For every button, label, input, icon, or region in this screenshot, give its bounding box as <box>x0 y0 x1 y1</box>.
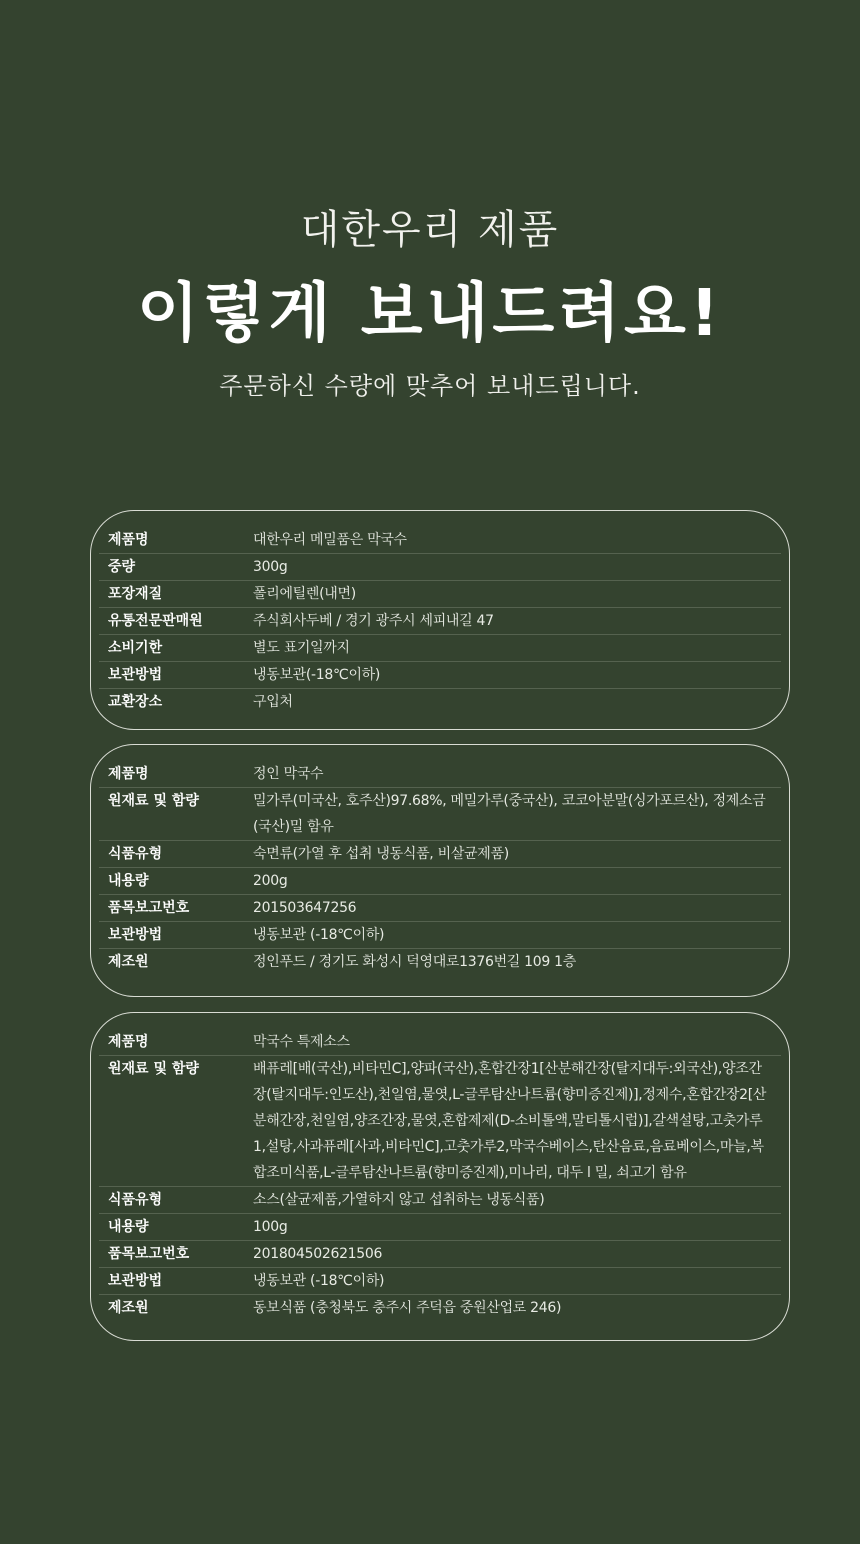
product-info-card <box>90 510 790 730</box>
table-row <box>99 608 781 635</box>
header-description: 주문하신 수량에 맞추어 보내드립니다. <box>219 372 641 400</box>
row-value: 냉동보관 (-18℃이하) <box>253 927 385 943</box>
row-value: 폴리에틸렌(내면) <box>253 586 356 602</box>
row-label: 교환장소 <box>108 694 163 710</box>
row-label: 보관방법 <box>108 927 163 943</box>
noodle-info-card <box>90 744 790 997</box>
table-row <box>99 922 781 949</box>
table-row <box>99 527 781 554</box>
info-table <box>91 761 789 975</box>
row-label: 제조원 <box>108 954 149 970</box>
row-label: 보관방법 <box>108 1273 163 1289</box>
row-label: 제조원 <box>108 1300 149 1316</box>
table-row <box>99 554 781 581</box>
row-value: 100g <box>253 1219 288 1235</box>
row-label: 품목보고번호 <box>108 1246 190 1262</box>
table-row <box>99 581 781 608</box>
header-subtitle: 대한우리 제품 <box>300 207 560 253</box>
row-label: 소비기한 <box>108 640 163 656</box>
row-value: 주식회사두베 / 경기 광주시 세피내길 47 <box>253 613 494 629</box>
row-label: 제품명 <box>108 766 149 782</box>
row-label: 품목보고번호 <box>108 900 190 916</box>
row-label: 식품유형 <box>108 846 163 862</box>
row-label: 내용량 <box>108 873 149 889</box>
row-value: 별도 표기일까지 <box>253 640 350 656</box>
table-row <box>99 662 781 689</box>
row-value: 밀가루(미국산, 호주산)97.68%, 메밀가루(중국산), 코코아분말(싱가포르산), 정제소금(국산)밀 함유 <box>253 793 766 835</box>
row-label: 식품유형 <box>108 1192 163 1208</box>
table-row <box>99 1295 781 1321</box>
table-row <box>99 788 781 841</box>
row-label: 포장재질 <box>108 586 163 602</box>
row-label: 원재료 및 함량 <box>108 793 199 809</box>
row-label: 내용량 <box>108 1219 149 1235</box>
table-row <box>99 1241 781 1268</box>
table-row <box>99 841 781 868</box>
table-row <box>99 1214 781 1241</box>
row-value: 막국수 특제소스 <box>253 1034 350 1050</box>
header-title: 이렇게 보내드려요! <box>136 277 724 351</box>
row-value: 201804502621506 <box>253 1246 383 1262</box>
table-row <box>99 895 781 922</box>
row-label: 제품명 <box>108 532 149 548</box>
info-table <box>91 1029 789 1321</box>
table-row <box>99 1268 781 1295</box>
row-value: 냉동보관 (-18℃이하) <box>253 1273 385 1289</box>
row-value: 구입처 <box>253 694 293 710</box>
sauce-info-card <box>90 1012 790 1341</box>
row-label: 중량 <box>108 559 136 575</box>
table-row <box>99 1029 781 1056</box>
row-label: 보관방법 <box>108 667 163 683</box>
row-value: 숙면류(가열 후 섭취 냉동식품, 비살균제품) <box>253 846 509 862</box>
row-value: 냉동보관(-18℃이하) <box>253 667 381 683</box>
row-value: 정인푸드 / 경기도 화성시 덕영대로1376번길 109 1층 <box>253 954 576 970</box>
row-value: 배퓨레[배(국산),비타민C],양파(국산),혼합간장1[산분해간장(탈지대두:외국산),양조간장(탈지대두:인도산),천일염,물엿,L-글루탐산나트륨(향미증진제)],정제수,혼합간장2[산분해간장,천일염,양조간장,물엿,혼합제제(D-소비톨액,말티톨시럽)],갈색설탕,고춧가루1,설탕,사과퓨레[사과,비타민C],고춧가루2,막국수베이스,탄산음료,음료베이스,마늘,복합조미식품,L-글루탐산나트륨(향미증진제),미나리, 대두 l 밀, 쇠고기 함유 <box>253 1061 767 1181</box>
table-row <box>99 761 781 788</box>
row-value: 정인 막국수 <box>253 766 324 782</box>
table-row <box>99 689 781 715</box>
info-table <box>91 527 789 715</box>
row-label: 제품명 <box>108 1034 149 1050</box>
row-value: 300g <box>253 559 288 575</box>
row-label: 유통전문판매원 <box>108 613 203 629</box>
table-row <box>99 635 781 662</box>
row-label: 원재료 및 함량 <box>108 1061 199 1077</box>
table-row <box>99 949 781 975</box>
table-row <box>99 1056 781 1187</box>
table-row <box>99 1187 781 1214</box>
row-value: 201503647256 <box>253 900 357 916</box>
row-value: 대한우리 메밀품은 막국수 <box>253 532 407 548</box>
row-value: 동보식품 (충청북도 충주시 주덕읍 중원산업로 246) <box>253 1300 562 1316</box>
row-value: 소스(살균제품,가열하지 않고 섭취하는 냉동식품) <box>253 1192 545 1208</box>
table-row <box>99 868 781 895</box>
row-value: 200g <box>253 873 288 889</box>
